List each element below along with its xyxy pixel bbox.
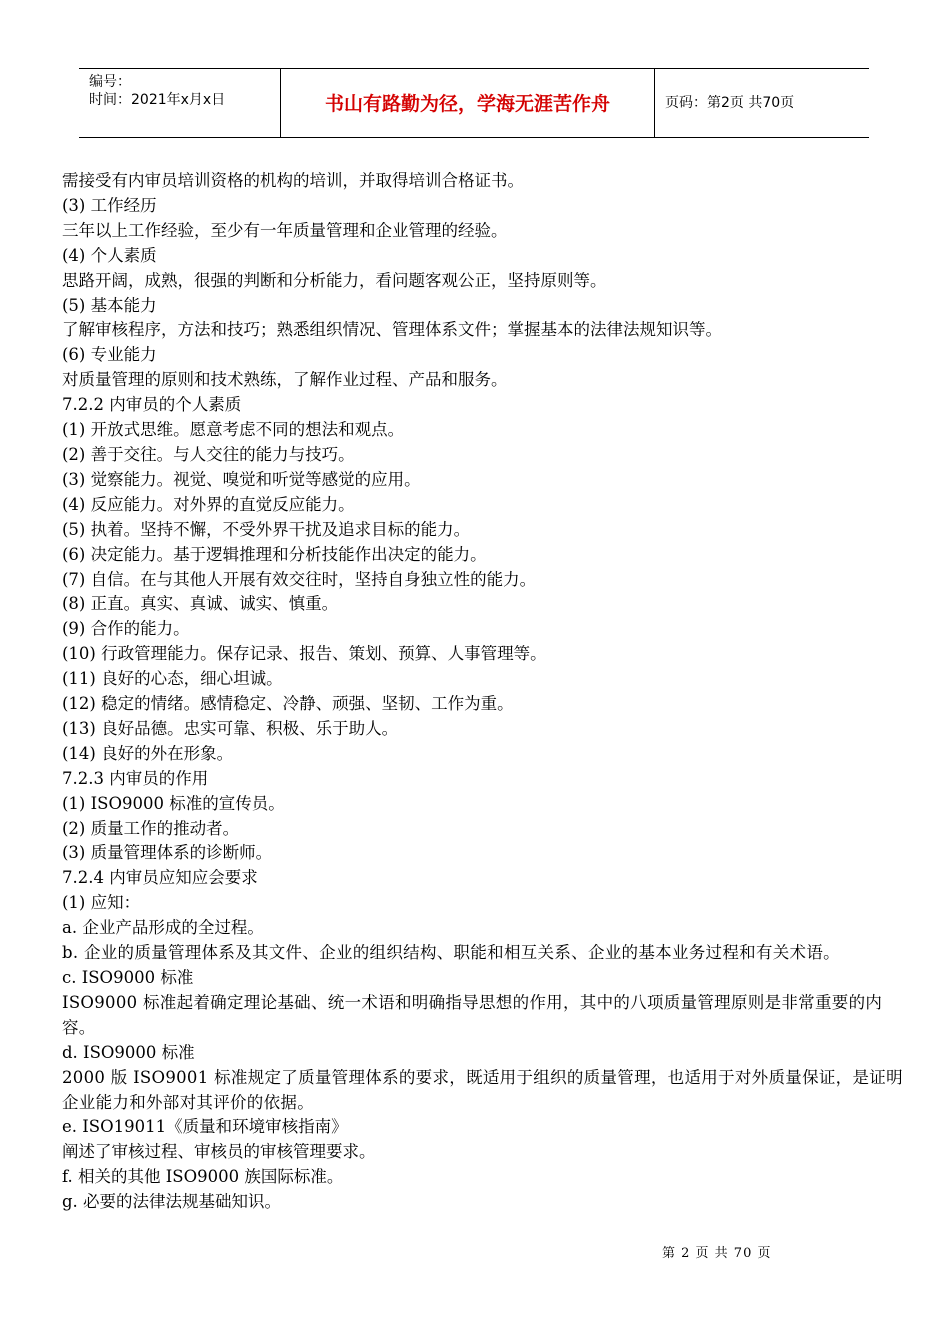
page-header [79, 68, 869, 138]
body-line: 对质量管理的原则和技术熟练，了解作业过程、产品和服务。 [62, 370, 508, 390]
page-info: 页码：第2页 共70页 [665, 95, 795, 111]
page-footer: 第 2 页 共 70 页 [662, 1246, 772, 1261]
list-item: (11) 良好的心态，细心坦诚。 [62, 669, 283, 689]
list-item: a. 企业产品形成的全过程。 [62, 918, 264, 938]
body-line: 了解审核程序，方法和技巧；熟悉组织情况、管理体系文件；掌握基本的法律法规知识等。 [62, 320, 722, 340]
body-paragraph: 2000 版 ISO9001 标准规定了质量管理体系的要求，既适用于组织的质量管理，也适用于对外质量保证，是证明企业能力和外部对其评价的依据。 [62, 1067, 903, 1112]
list-item: (1) 应知： [62, 893, 141, 913]
section-heading: 7.2.2 内审员的个人素质 [62, 395, 242, 415]
body-line: 三年以上工作经验，至少有一年质量管理和企业管理的经验。 [62, 220, 508, 240]
list-item: d. ISO9000 标准 [62, 1042, 195, 1062]
section-heading: (3) 工作经历 [62, 195, 157, 215]
list-item: b. 企业的质量管理体系及其文件、企业的组织结构、职能和相互关系、企业的基本业务过程和有关术语。 [62, 943, 840, 963]
list-item: (6) 决定能力。基于逻辑推理和分析技能作出决定的能力。 [62, 544, 487, 564]
body-paragraph: ISO9000 标准起着确定理论基础、统一术语和明确指导思想的作用，其中的八项质量管理原则是非常重要的内容。 [62, 992, 883, 1037]
list-item: c. ISO9000 标准 [62, 968, 194, 987]
list-item: (1) 开放式思维。愿意考虑不同的想法和观点。 [62, 420, 405, 440]
list-item: g. 必要的法律法规基础知识。 [62, 1192, 282, 1212]
motto-text: 书山有路勤为径，学海无涯苦作舟 [324, 93, 610, 115]
list-item: (8) 正直。真实、真诚、诚实、慎重。 [62, 594, 339, 614]
header-motto-cell [281, 69, 655, 137]
body-line: 思路开阔，成熟，很强的判断和分析能力，看问题客观公正，坚持原则等。 [62, 270, 607, 290]
list-item: (13) 良好品德。忠实可靠、积极、乐于助人。 [62, 718, 399, 738]
list-item: f. 相关的其他 ISO9000 族国际标准。 [62, 1167, 344, 1187]
list-item: (12) 稳定的情绪。感情稳定、冷静、顽强、坚韧、工作为重。 [62, 694, 514, 714]
section-heading: (5) 基本能力 [62, 295, 157, 315]
list-item: (10) 行政管理能力。保存记录、报告、策划、预算、人事管理等。 [62, 644, 547, 664]
list-item: (1) ISO9000 标准的宣传员。 [62, 793, 285, 813]
body-line: 阐述了审核过程、审核员的审核管理要求。 [62, 1142, 376, 1162]
date-label: 时间：2021年x月x日 [89, 92, 226, 108]
list-item: (5) 执着。坚持不懈，不受外界干扰及追求目标的能力。 [62, 519, 471, 539]
header-page-cell [655, 69, 869, 137]
list-item: (14) 良好的外在形象。 [62, 743, 234, 763]
header-meta-cell [79, 69, 281, 137]
section-heading: 7.2.3 内审员的作用 [62, 768, 209, 788]
list-item: (9) 合作的能力。 [62, 619, 190, 639]
section-heading: (4) 个人素质 [62, 245, 157, 265]
list-item: (2) 质量工作的推动者。 [62, 818, 240, 838]
list-item: e. ISO19011《质量和环境审核指南》 [62, 1117, 348, 1137]
body-line: 需接受有内审员培训资格的机构的培训，并取得培训合格证书。 [62, 171, 524, 190]
section-heading: (6) 专业能力 [62, 345, 157, 365]
document-body [62, 169, 910, 1215]
list-item: (3) 质量管理体系的诊断师。 [62, 843, 273, 863]
list-item: (7) 自信。在与其他人开展有效交往时，坚持自身独立性的能力。 [62, 569, 537, 589]
list-item: (4) 反应能力。对外界的直觉反应能力。 [62, 494, 355, 514]
list-item: (3) 觉察能力。视觉、嗅觉和听觉等感觉的应用。 [62, 469, 421, 489]
section-heading: 7.2.4 内审员应知应会要求 [62, 868, 258, 888]
list-item: (2) 善于交往。与人交往的能力与技巧。 [62, 444, 355, 464]
number-label: 编号： [89, 74, 131, 90]
